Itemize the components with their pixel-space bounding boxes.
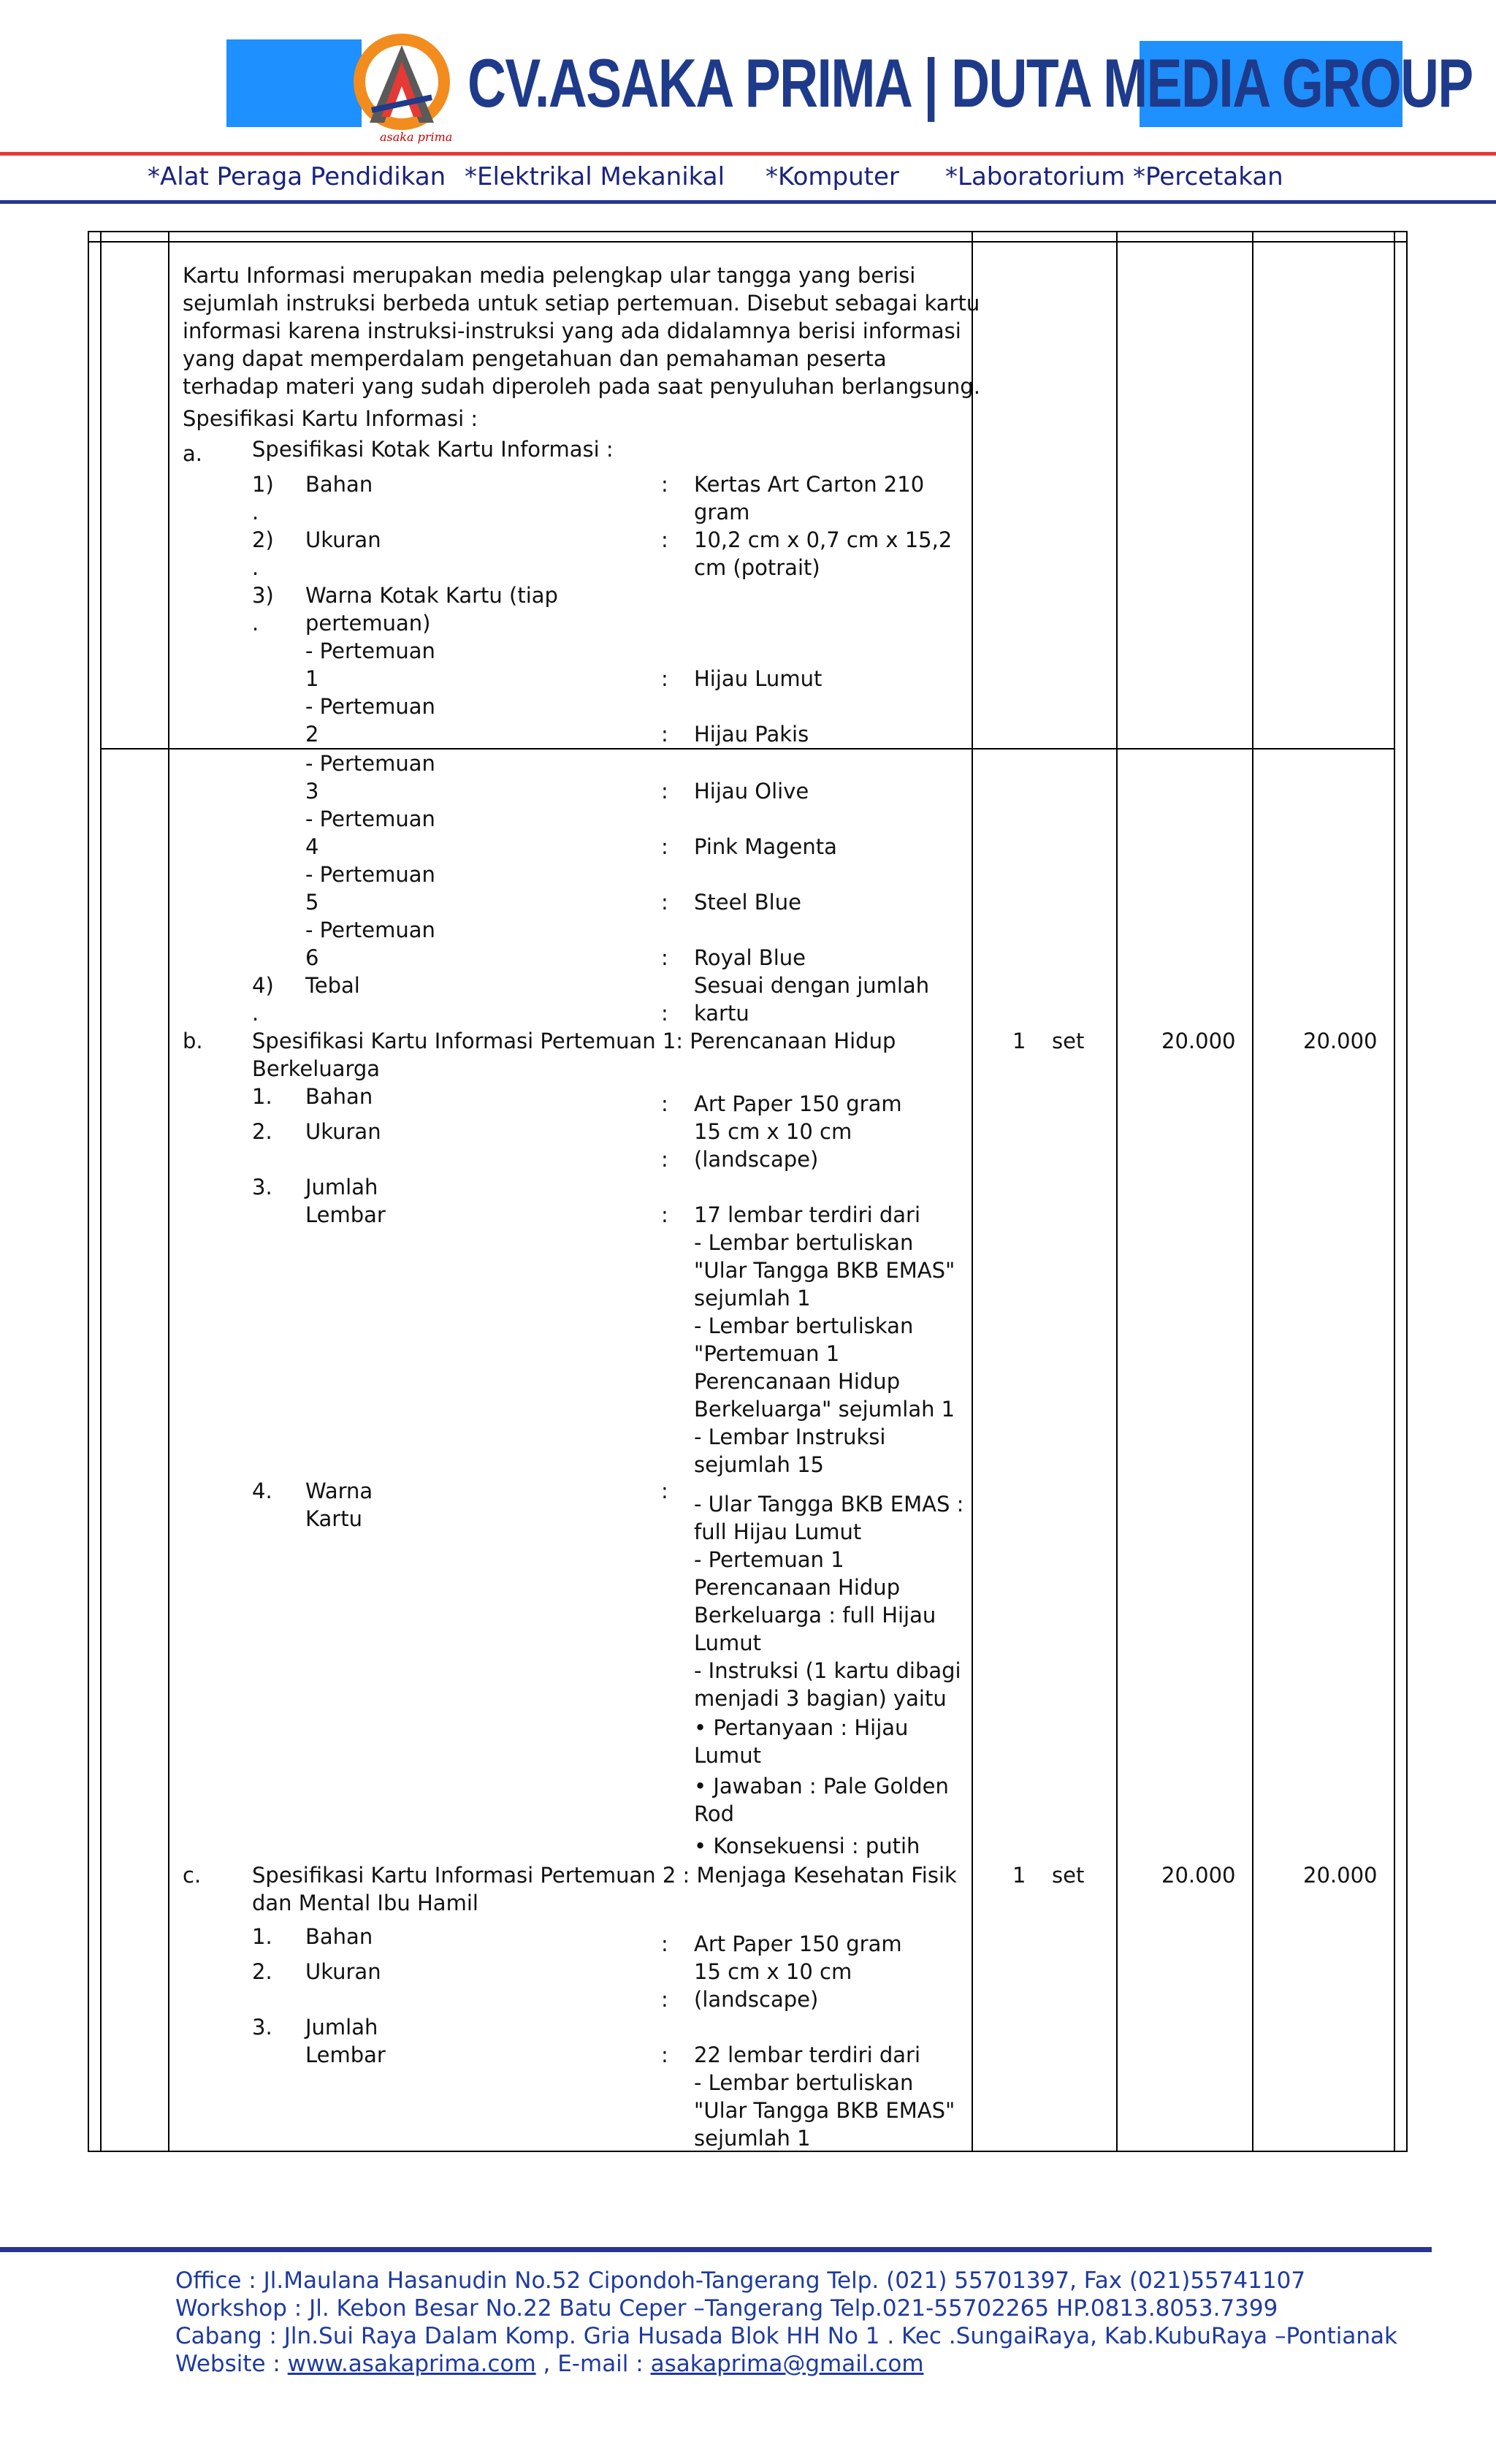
item-label: Tebal	[305, 973, 360, 998]
item-value: 15 cm x 10 cm	[694, 1959, 852, 1984]
colon: :	[661, 722, 668, 747]
item-number: 1.	[252, 1084, 272, 1109]
unit-value: set	[1052, 1863, 1085, 1888]
detail-line: - Lembar bertuliskan	[694, 2070, 914, 2095]
section-title: dan Mental Ibu Hamil	[252, 1891, 478, 1915]
bullet-line: • Pertanyaan : Hijau	[694, 1715, 909, 1740]
company-logo-icon	[349, 29, 454, 146]
tagline-komputer: *Komputer	[766, 162, 899, 191]
meeting-label: - Pertemuan	[305, 918, 435, 942]
item-number: 4)	[252, 973, 274, 998]
item-label: Lembar	[305, 2042, 386, 2067]
colon: :	[661, 1147, 668, 1172]
item-label: Bahan	[305, 1924, 373, 1949]
colon: :	[661, 1001, 668, 1026]
item-number-dot: .	[252, 1001, 259, 1026]
bullet-line: • Konsekuensi : putih	[694, 1834, 920, 1858]
item-number: 2.	[252, 1119, 272, 1144]
detail-line: "Ular Tangga BKB EMAS"	[694, 2098, 955, 2123]
item-number: 4.	[252, 1479, 272, 1503]
item-label: Bahan	[305, 1084, 373, 1109]
footer-workshop: Workshop : Jl. Kebon Besar No.22 Batu Ceper –Tangerang Telp.021-55702265 HP.0813.8053.7399	[175, 2295, 1278, 2322]
detail-line: 17 lembar terdiri dari	[694, 1202, 921, 1227]
intro-line: Spesifikasi Kartu Informasi :	[183, 406, 478, 431]
detail-line: 22 lembar terdiri dari	[694, 2042, 921, 2067]
item-value: Art Paper 150 gram	[694, 1931, 902, 1956]
item-value: (landscape)	[694, 1987, 819, 2012]
qty-value: 1	[1012, 1029, 1026, 1053]
bullet-line: • Jawaban : Pale Golden	[694, 1774, 949, 1799]
total-value: 20.000	[1303, 1029, 1378, 1053]
intro-line: Kartu Informasi merupakan media pelengkap ular tangga yang berisi	[183, 263, 916, 288]
section-title: Berkeluarga	[252, 1056, 381, 1081]
tagline-alat-peraga: *Alat Peraga Pendidikan	[148, 162, 446, 191]
detail-line: menjadi 3 bagian) yaitu	[694, 1686, 947, 1711]
item-value: kartu	[694, 1001, 749, 1026]
item-label: Ukuran	[305, 1959, 381, 1984]
detail-line: Perencanaan Hidup	[694, 1575, 901, 1600]
section-title: Spesifikasi Kartu Informasi Pertemuan 1: Perencanaan Hidup	[252, 1029, 896, 1053]
total-value: 20.000	[1303, 1863, 1378, 1888]
detail-line: - Instruksi (1 kartu dibagi	[694, 1658, 961, 1683]
colon: :	[661, 527, 668, 552]
intro-line: yang dapat memperdalam pengetahuan dan pemahaman peserta	[183, 346, 887, 371]
meeting-number: 2	[305, 722, 319, 747]
footer-cabang: Cabang : Jln.Sui Raya Dalam Komp. Gria Husada Blok HH No 1 . Kec .SungaiRaya, Kab.KubuRaya –Pontianak	[175, 2323, 1398, 2349]
meeting-label: - Pertemuan	[305, 694, 435, 719]
item-label: Jumlah	[305, 2015, 378, 2040]
item-label: Ukuran	[305, 1119, 381, 1144]
colon: :	[661, 945, 668, 970]
colon: :	[661, 1479, 668, 1503]
footer-navy-line	[0, 2247, 1432, 2252]
item-number: 2.	[252, 1959, 272, 1984]
item-label: pertemuan)	[305, 611, 431, 636]
unit-value: set	[1052, 1029, 1085, 1053]
detail-line: - Lembar bertuliskan	[694, 1230, 914, 1255]
bullet-line: Lumut	[694, 1743, 762, 1768]
meeting-color: Pink Magenta	[694, 834, 837, 859]
section-letter: c.	[183, 1863, 202, 1888]
item-label: Warna Kotak Kartu (tiap	[305, 583, 558, 608]
meeting-label: - Pertemuan	[305, 806, 435, 831]
footer-contact	[175, 2351, 924, 2377]
detail-line: - Pertemuan 1	[694, 1547, 844, 1572]
item-value: gram	[694, 500, 750, 525]
detail-line: full Hijau Lumut	[694, 1519, 862, 1544]
colon: :	[661, 472, 668, 497]
meeting-number: 4	[305, 834, 319, 859]
colon: :	[661, 666, 668, 691]
detail-line: sejumlah 1	[694, 2126, 811, 2151]
footer-office: Office : Jl.Maulana Hasanudin No.52 Cipondoh-Tangerang Telp. (021) 55701397, Fax (021)55741107	[175, 2267, 1306, 2294]
section-title: Spesifikasi Kotak Kartu Informasi :	[252, 437, 614, 462]
detail-line: Lumut	[694, 1630, 762, 1655]
header-blue-bar-left	[226, 39, 362, 127]
item-number: 2)	[252, 527, 274, 552]
tagline-laboratorium: *Laboratorium *Percetakan	[945, 162, 1283, 191]
item-number-dot: .	[252, 611, 259, 636]
email-link[interactable]: asakaprima@gmail.com	[650, 2351, 924, 2377]
section-letter: a.	[183, 441, 202, 466]
section-letter: b.	[183, 1029, 203, 1053]
detail-line: - Lembar Instruksi	[694, 1424, 886, 1449]
qty-value: 1	[1012, 1863, 1026, 1888]
detail-line: Berkeluarga" sejumlah 1	[694, 1397, 955, 1422]
item-number: 1.	[252, 1924, 272, 1949]
meeting-number: 5	[305, 890, 319, 915]
item-value: 15 cm x 10 cm	[694, 1119, 852, 1144]
meeting-label: - Pertemuan	[305, 638, 435, 663]
company-name: CV.ASAKA PRIMA | DUTA MEDIA GROUP	[468, 45, 1473, 121]
detail-line: - Lembar bertuliskan	[694, 1313, 914, 1338]
meeting-color: Hijau Lumut	[694, 666, 823, 691]
item-label: Bahan	[305, 472, 373, 497]
meeting-color: Steel Blue	[694, 890, 801, 915]
price-value: 20.000	[1161, 1029, 1236, 1053]
detail-line: sejumlah 1	[694, 1286, 811, 1311]
item-label: Lembar	[305, 1202, 386, 1227]
detail-line: "Ular Tangga BKB EMAS"	[694, 1258, 955, 1283]
website-link[interactable]: www.asakaprima.com	[287, 2351, 536, 2377]
colon: :	[661, 890, 668, 915]
item-number: 3.	[252, 1175, 272, 1199]
meeting-number: 1	[305, 666, 319, 691]
email-label: , E-mail :	[535, 2351, 651, 2377]
item-number: 3.	[252, 2015, 272, 2040]
item-value: Kertas Art Carton 210	[694, 472, 925, 497]
meeting-label: - Pertemuan	[305, 751, 435, 776]
website-label: Website :	[175, 2351, 288, 2377]
colon: :	[661, 1091, 668, 1116]
item-value: (landscape)	[694, 1147, 819, 1172]
item-value: cm (potrait)	[694, 555, 820, 580]
intro-line: sejumlah instruksi berbeda untuk setiap pertemuan. Disebut sebagai kartu	[183, 291, 980, 316]
colon: :	[661, 834, 668, 859]
detail-line: - Ular Tangga BKB EMAS :	[694, 1492, 964, 1517]
meeting-label: - Pertemuan	[305, 862, 435, 887]
colon: :	[661, 1987, 668, 2012]
detail-line: sejumlah 15	[694, 1452, 824, 1477]
item-value: 10,2 cm x 0,7 cm x 15,2	[694, 527, 953, 552]
intro-line: terhadap materi yang sudah diperoleh pada saat penyuluhan berlangsung.	[183, 374, 980, 399]
colon: :	[661, 1931, 668, 1956]
item-value: Sesuai dengan jumlah	[694, 973, 930, 998]
colon: :	[661, 779, 668, 804]
colon: :	[661, 1202, 668, 1227]
meeting-color: Hijau Pakis	[694, 722, 809, 747]
header-navy-line	[0, 200, 1496, 204]
item-label: Ukuran	[305, 527, 381, 552]
item-label: Jumlah	[305, 1175, 378, 1199]
item-number: 1)	[252, 472, 274, 497]
item-number-dot: .	[252, 500, 259, 525]
logo-subtext: asaka prima	[380, 130, 453, 144]
price-value: 20.000	[1161, 1863, 1236, 1888]
intro-line: informasi karena instruksi-instruksi yang ada didalamnya berisi informasi	[183, 319, 961, 343]
item-label: Warna	[305, 1479, 373, 1503]
item-label: Kartu	[305, 1506, 362, 1531]
item-number-dot: .	[252, 555, 259, 580]
detail-line: "Pertemuan 1	[694, 1341, 840, 1366]
section-title: Spesifikasi Kartu Informasi Pertemuan 2 : Menjaga Kesehatan Fisik	[252, 1863, 957, 1888]
meeting-color: Royal Blue	[694, 945, 806, 970]
header-red-line	[0, 152, 1496, 156]
detail-line: Berkeluarga : full Hijau	[694, 1603, 936, 1628]
bullet-line: Rod	[694, 1801, 734, 1826]
tagline-elektrikal: *Elektrikal Mekanikal	[465, 162, 725, 191]
item-number: 3)	[252, 583, 274, 608]
meeting-number: 3	[305, 779, 319, 804]
meeting-color: Hijau Olive	[694, 779, 809, 804]
meeting-number: 6	[305, 945, 319, 970]
item-value: Art Paper 150 gram	[694, 1091, 902, 1116]
detail-line: Perencanaan Hidup	[694, 1369, 901, 1394]
colon: :	[661, 2042, 668, 2067]
